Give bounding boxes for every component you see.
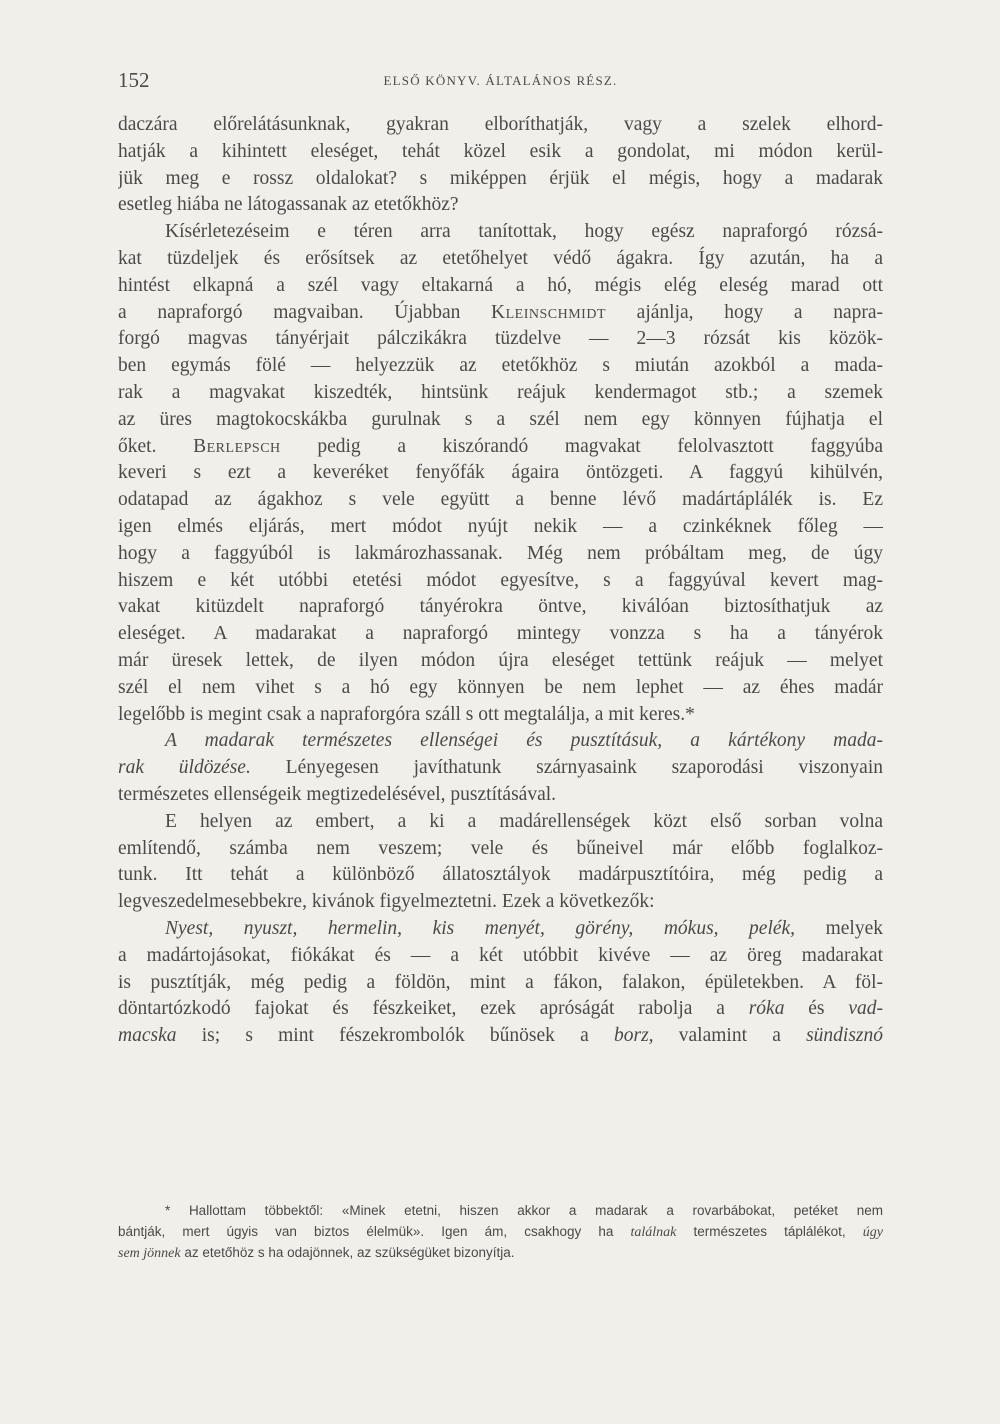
footnote-line (118, 1221, 883, 1242)
text-segment: odatapad az ágakhoz s vele együtt a benne lévő madártáplálék is. Ez (118, 489, 883, 511)
text-segment: E helyen az embert, a ki a madárellenségek közt első sorban volna (165, 810, 883, 832)
text-line (118, 782, 883, 809)
text-segment: hogy a faggyúból is lakmározhassanak. Még nem próbáltam meg, de úgy (118, 542, 883, 564)
text-line (118, 675, 883, 702)
text-line (118, 139, 883, 166)
emphasized-text: Berlepsch (193, 435, 281, 457)
running-head: ELSŐ KÖNYV. ÁLTALÁNOS RÉSZ. (383, 73, 618, 88)
text-segment: természetes táplálékot, (676, 1224, 863, 1239)
text-segment: igen elmés eljárás, mert módot nyújt nekik — a czinkéknek főleg — (118, 515, 883, 537)
text-line (118, 434, 883, 461)
page-header (118, 68, 883, 98)
text-line (118, 970, 883, 997)
text-segment: és (784, 998, 849, 1020)
text-line (118, 916, 883, 943)
text-segment: bántják, mert úgyis van biztos élelmük». Igen ám, csakhogy ha (118, 1224, 631, 1239)
text-line (118, 112, 883, 139)
text-segment: ben egymás fölé — helyezzük az etetőkhöz s miután azokból a mada- (118, 355, 883, 377)
text-segment: is; s mint fészekrombolók bűnösek a (176, 1025, 614, 1047)
text-segment: a madártojásokat, fiókákat és — a két utóbbit kivéve — az öreg madarakat (118, 944, 883, 966)
text-segment: hintést elkapná a szél vagy eltakarná a hó, mégis elég eleség marad ott (118, 274, 883, 296)
text-segment: a napraforgó magvaiban. Újabban (118, 301, 492, 323)
text-segment: természetes ellenségeik megtizedelésével, pusztításával. (118, 783, 557, 805)
text-segment: már üresek lettek, de ilyen módon újra eleséget tettünk reájuk — melyet (118, 649, 883, 671)
text-line (118, 166, 883, 193)
text-segment: esetleg hiába ne látogassanak az etetőkhöz? (118, 194, 459, 216)
text-segment: melyek (795, 917, 883, 939)
text-segment: is pusztítják, még pedig a földön, mint a fákon, falakon, épületekben. A föl- (118, 971, 883, 993)
emphasized-text: sündisznó (806, 1025, 883, 1047)
text-line (118, 996, 883, 1023)
text-segment: szél el nem vihet s a hó egy könnyen be nem lephet — az éhes madár (118, 676, 883, 698)
text-segment: * Hallottam többektől: «Minek etetni, hiszen akkor a madarak a rovarbábokat, petéket nem (165, 1203, 883, 1218)
emphasized-text: úgy (862, 1225, 883, 1240)
page-number: 152 (118, 68, 150, 92)
text-line (118, 809, 883, 836)
text-line (118, 353, 883, 380)
text-line (118, 487, 883, 514)
text-line (118, 621, 883, 648)
text-line (118, 943, 883, 970)
text-line (118, 648, 883, 675)
text-segment: az üres magtokocskákba gurulnak s a szél nem egy könnyen fújhatja el (118, 408, 883, 430)
emphasized-text: rak üldözése. (118, 757, 251, 779)
emphasized-text: találnak (630, 1225, 677, 1240)
text-segment: vakat kitüzdelt napraforgó tányérokra öntve, kiválóan biztosíthatjuk az (118, 596, 883, 618)
text-line (118, 326, 883, 353)
text-line (118, 460, 883, 487)
text-segment: daczára előrelátásunknak, gyakran elboríthatják, vagy a szelek elhord- (118, 114, 883, 135)
text-line (118, 594, 883, 621)
footnote-line (118, 1200, 883, 1221)
text-line (118, 192, 883, 219)
text-segment: valamint a (653, 1025, 807, 1047)
text-segment: keveri s ezt a keveréket fenyőfák ágaira öntözgeti. A faggyú kihülvén, (118, 462, 883, 484)
text-segment: rak a magvakat kiszedték, hintsünk reájuk kendermagot stb.; a szemek (118, 381, 883, 403)
text-segment: pedig a kiszórandó magvakat felolvasztott faggyúba (280, 435, 883, 457)
text-line (118, 862, 883, 889)
text-segment: eleséget. A madarakat a napraforgó mintegy vonzza s ha a tányérok (118, 623, 883, 645)
text-line (118, 246, 883, 273)
text-segment: döntartózkodó fajokat és fészkeiket, ezek apróságát rabolja a (118, 998, 749, 1020)
emphasized-text: A madarak természetes ellenségei és pusztításuk, a kártékony mada- (165, 730, 883, 752)
emphasized-text: sem jönnek (118, 1246, 181, 1261)
text-segment: tunk. Itt tehát a különböző állatosztályok madárpusztítóira, még pedig a (118, 864, 883, 886)
text-segment: legveszedelmesebbekre, kivánok figyelmeztetni. Ezek a következők: (118, 891, 655, 913)
main-text (118, 112, 883, 1050)
text-segment: legelőbb is megint csak a napraforgóra száll s ott megtalálja, a mit keres.* (118, 703, 695, 725)
text-line (118, 541, 883, 568)
text-segment: Kísérletezéseim e téren arra tanítottak, hogy egész napraforgó rózsá- (165, 221, 883, 243)
text-line (118, 1023, 883, 1050)
emphasized-text: róka (748, 998, 785, 1020)
text-segment: hiszem e két utóbbi etetési módot egyesítve, s a faggyúval kevert mag- (118, 569, 883, 591)
emphasized-text: borz, (613, 1025, 654, 1047)
emphasized-text: macska (118, 1025, 177, 1047)
text-line (118, 407, 883, 434)
text-segment: kat tüzdeljek és erősítsek az etetőhelyet védő ágakra. Így azután, ha a (118, 247, 883, 269)
text-segment: Lényegesen javíthatunk szárnyasaink szaporodási viszonyain (250, 757, 883, 779)
footnote-line (118, 1242, 883, 1263)
text-segment: az etetőhöz s ha odajönnek, az szükségüket bizonyítja. (180, 1245, 515, 1260)
text-line (118, 380, 883, 407)
text-segment: jük meg e rossz oldalokat? s miképpen érjük el mégis, hogy a madarak (118, 167, 883, 189)
text-segment: említendő, számba nem veszem; vele és bűneivel már előbb foglalkoz- (118, 837, 883, 859)
text-line (118, 889, 883, 916)
footnotes (118, 1200, 883, 1263)
emphasized-text: Nyest, nyuszt, hermelin, kis menyét, görény, mókus, pelék, (165, 917, 796, 939)
text-line (118, 219, 883, 246)
text-line (118, 273, 883, 300)
text-line (118, 300, 883, 327)
text-segment: ajánlja, hogy a napra- (606, 301, 883, 323)
text-line (118, 568, 883, 595)
text-line (118, 728, 883, 755)
text-segment: forgó magvas tányérjait pálczikákra tüzdelve — 2—3 rózsát kis közök- (118, 328, 883, 350)
text-segment: őket. (118, 435, 194, 457)
emphasized-text: Kleinschmidt (491, 301, 606, 323)
emphasized-text: vad- (848, 998, 883, 1020)
text-line (118, 755, 883, 782)
text-segment: hatják a kihintett eleséget, tehát közel esik a gondolat, mi módon kerül- (118, 140, 883, 162)
text-line (118, 836, 883, 863)
text-line (118, 514, 883, 541)
text-line (118, 702, 883, 729)
